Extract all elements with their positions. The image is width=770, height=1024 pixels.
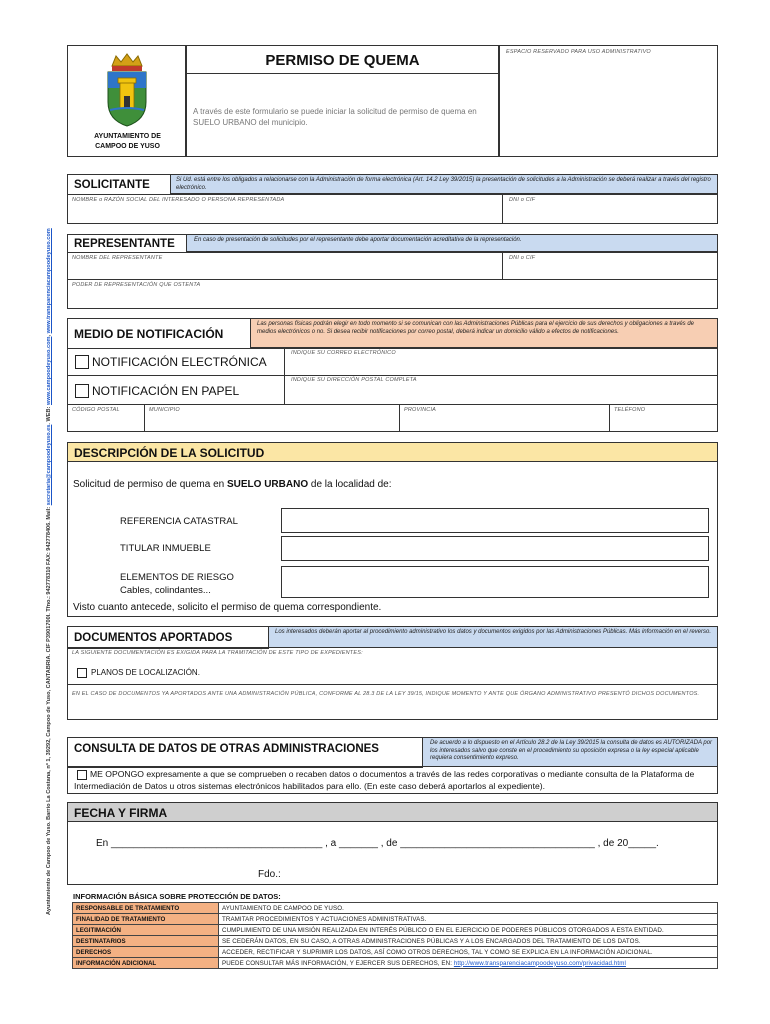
solicitante-dni-label: DNI o CIF <box>509 197 536 203</box>
ref-catastral-label: REFERENCIA CATASTRAL <box>120 516 238 527</box>
solicitante-note: Si Ud. está entre los obligados a relacionarse con la Administración de forma electrónica (Art. 14.2 Ley 39/2015) la presentación de solicitudes a la Administración se deberá realizar a través del registro electrónico. <box>176 177 711 191</box>
municipality-line1: AYUNTAMIENTO DE <box>94 133 161 140</box>
postal-code-field[interactable] <box>67 404 145 432</box>
notificacion-papel-row <box>67 375 718 405</box>
solicitante-header <box>67 174 718 194</box>
firma-body <box>67 821 718 885</box>
descripcion-intro-bold: SUELO URBANO <box>226 479 309 490</box>
descripcion-closing: Visto cuanto antecede, solicito el permiso de quema correspondiente. <box>73 602 382 613</box>
email-label: INDIQUE SU CORREO ELECTRÓNICO <box>291 350 396 356</box>
provincia-label: PROVINCIA <box>404 407 437 413</box>
municipio-field[interactable] <box>144 404 400 432</box>
descripcion-intro-pre: Solicitud de permiso de quema en <box>73 479 227 490</box>
descripcion-title: DESCRIPCIÓN DE LA SOLICITUD <box>74 446 265 460</box>
destinatarios-value: SE CEDERÁN DATOS, EN SU CASO, A OTRAS ADMINISTRACIONES PÚBLICAS Y A LOS ENCARGADOS DEL TRATAMIENTO DE LOS DATOS. <box>219 936 718 947</box>
sidebar-web-label: . WEB: <box>46 405 52 425</box>
derechos-value: ACCEDER, RECTIFICAR Y SUPRIMIR LOS DATOS, ASÍ COMO OTROS DERECHOS, TAL Y COMO SE EXPLICA EN LA INFORMACIÓN ADICIONAL. <box>219 947 718 958</box>
descripcion-header <box>67 442 718 462</box>
table-row <box>73 925 718 936</box>
solicitante-name-field[interactable] <box>67 194 503 224</box>
privacy-link[interactable]: http://www.transparenciacampoodeyuso.com/privacidad.html <box>453 959 626 967</box>
firma-date-line[interactable]: En ______________________________________ , a _______ , de ___________________________________ , de 20_____. <box>96 838 659 849</box>
riesgo-input[interactable] <box>281 566 709 598</box>
consulta-header <box>67 737 718 767</box>
notificacion-electronica-row <box>67 348 718 376</box>
table-row <box>73 903 718 914</box>
table-row <box>73 958 718 969</box>
header-intro: A través de este formulario se puede iniciar la solicitud de permiso de quema en SUELO URBANO del municipio. <box>193 107 477 127</box>
titular-input[interactable] <box>281 536 709 561</box>
finalidad-value: TRAMITAR PROCEDIMIENTOS Y ACTUACIONES ADMINISTRATIVAS. <box>219 914 718 925</box>
notificacion-title: MEDIO DE NOTIFICACIÓN <box>67 318 251 349</box>
responsable-key: RESPONSABLE DE TRATAMIENTO <box>73 903 219 914</box>
table-row <box>73 936 718 947</box>
solicitante-title: SOLICITANTE <box>67 174 171 195</box>
derechos-key: DERECHOS <box>73 947 219 958</box>
municipality-line2: CAMPOO DE YUSO <box>95 143 160 150</box>
planos-checkbox[interactable] <box>77 668 87 678</box>
sidebar-web-link[interactable]: www.campoodeyuso.com <box>46 336 52 406</box>
titular-label: TITULAR INMUEBLE <box>120 543 211 554</box>
oppose-text: ME OPONGO expresamente a que se comprueben o recaben datos o documentos a través de las redes corporativas o mediante consulta de la Plataforma de Intermediación de Datos u otros sistemas electrónicos habilitados para ello. (En este caso deberá aportarlos al expediente). <box>74 769 695 791</box>
solicitante-name-label: NOMBRE o RAZÓN SOCIAL DEL INTERESADO O PERSONA REPRESENTADA <box>72 197 285 203</box>
documentos-title: DOCUMENTOS APORTADOS <box>67 626 269 649</box>
sidebar-mail-link[interactable]: secretaria@campoodeyuso.es <box>46 424 52 506</box>
consulta-title: CONSULTA DE DATOS DE OTRAS ADMINISTRACIONES <box>67 737 423 768</box>
telefono-label: TELÉFONO <box>614 407 646 413</box>
documentos-previous-box[interactable] <box>67 684 718 720</box>
email-field[interactable] <box>284 348 719 376</box>
notificacion-note: Las personas físicas podrán elegir en todo momento si se comunican con las Administraciones Públicas para el ejercicio de sus derechos y obligaciones a través de medios electrónicos o no. Si desea recibir notificaciones por correo postal, deberá indicar un domicilio válido a efectos de notificaciones. <box>257 321 695 335</box>
sidebar-contact <box>46 115 58 915</box>
firma-title: FECHA Y FIRMA <box>74 806 168 820</box>
info-adicional-key: INFORMACIÓN ADICIONAL <box>73 958 219 969</box>
table-row <box>73 914 718 925</box>
representante-dni-field[interactable] <box>502 252 718 280</box>
header-logo-box <box>67 45 186 157</box>
firma-header <box>67 802 718 822</box>
riesgo-label: ELEMENTOS DE RIESGO <box>120 572 234 583</box>
representante-dni-label: DNI o CIF <box>509 255 536 261</box>
header-title-box <box>186 45 499 157</box>
representante-header <box>67 234 718 252</box>
notificacion-electronica-checkbox[interactable] <box>75 355 89 369</box>
table-row <box>73 947 718 958</box>
descripcion-body <box>67 461 718 617</box>
proteccion-table <box>72 902 718 969</box>
coat-of-arms-icon <box>104 52 150 128</box>
notificacion-header <box>67 318 718 348</box>
destinatarios-key: DESTINATARIOS <box>73 936 219 947</box>
representante-title: REPRESENTANTE <box>67 234 187 253</box>
riesgo-label-group <box>120 571 234 597</box>
documentos-required-box <box>67 647 718 685</box>
firma-fdo: Fdo.: <box>258 869 281 880</box>
documentos-header <box>67 626 718 648</box>
representante-power-label: PODER DE REPRESENTACIÓN QUE OSTENTA <box>72 282 201 288</box>
representante-power-field[interactable] <box>67 279 718 309</box>
planos-label: PLANOS DE LOCALIZACIÓN. <box>91 668 200 677</box>
proteccion-heading: INFORMACIÓN BÁSICA SOBRE PROTECCIÓN DE DATOS: <box>73 892 281 901</box>
sidebar-sep: , <box>46 333 52 337</box>
consulta-note: De acuerdo a lo dispuesto en el Artículo 28.2 de la Ley 39/2015 la consulta de datos es AUTORIZADA por los interesados salvo que conste en el procedimiento su oposición expresa o la ley especial aplicable requiera consentimiento expreso. <box>430 740 713 761</box>
address-field[interactable] <box>284 375 719 405</box>
postal-code-label: CÓDIGO POSTAL <box>72 407 120 413</box>
page-title: PERMISO DE QUEMA <box>187 46 498 74</box>
admin-reserved-box <box>499 45 718 157</box>
notificacion-papel-label: NOTIFICACIÓN EN PAPEL <box>92 384 240 398</box>
notificacion-papel-checkbox[interactable] <box>75 384 89 398</box>
admin-reserved-label: ESPACIO RESERVADO PARA USO ADMINISTRATIVO <box>506 49 651 55</box>
solicitante-dni-field[interactable] <box>502 194 718 224</box>
responsable-value: AYUNTAMIENTO DE CAMPOO DE YUSO. <box>219 903 718 914</box>
documentos-required-label: LA SIGUIENTE DOCUMENTACIÓN ES EXIGIDA PARA LA TRAMITACIÓN DE ESTE TIPO DE EXPEDIENTES: <box>72 650 363 656</box>
finalidad-key: FINALIDAD DE TRATAMIENTO <box>73 914 219 925</box>
sidebar-transparency-link[interactable]: www.transparenciacampoodeyuso.com <box>46 228 52 334</box>
legitimacion-key: LEGITIMACIÓN <box>73 925 219 936</box>
documentos-note: Los interesados deberán aportar al procedimiento administrativo los datos y documentos exigidos por las Administraciones Públicas. Más información en el reverso. <box>275 629 711 635</box>
ref-catastral-input[interactable] <box>281 508 709 533</box>
representante-note: En caso de presentación de solicitudes por el representante debe aportar documentación acreditativa de la representación. <box>194 237 522 243</box>
representante-name-label: NOMBRE DEL REPRESENTANTE <box>72 255 163 261</box>
info-adicional-value <box>219 958 718 969</box>
consulta-body <box>67 766 718 794</box>
descripcion-intro <box>73 479 392 490</box>
notificacion-electronica-label: NOTIFICACIÓN ELECTRÓNICA <box>92 355 267 369</box>
representante-name-field[interactable] <box>67 252 503 280</box>
telefono-field[interactable] <box>609 404 718 432</box>
legitimacion-value: CUMPLIMIENTO DE UNA MISIÓN REALIZADA EN INTERÉS PÚBLICO O EN EL EJERCICIO DE PODERES PÚBLICOS OTORGADOS A ESTA ENTIDAD. <box>219 925 718 936</box>
documentos-previous-label: EN EL CASO DE DOCUMENTOS YA APORTADOS ANTE UNA ADMINISTRACIÓN PÚBLICA, CONFORME AL 28.3 DE LA LEY 39/15, INDIQUE MOMENTO Y ANTE QUE ÓRGANO ADMINISTRATIVO PRESENTÓ DICHOS DOCUMENTOS. <box>72 691 700 697</box>
descripcion-intro-post: de la localidad de: <box>308 479 392 490</box>
sidebar-address: Ayuntamiento de Campoo de Yuso. Barrio La Costana, nº 1, 39292, Campoo de Yuso, CANTABRIA. CIF P3901700I. Tfno.: 942778310 FAX: 942778406. Mail: <box>46 505 52 915</box>
address-label: INDIQUE SU DIRECCIÓN POSTAL COMPLETA <box>291 377 417 383</box>
info-adicional-text: PUEDE CONSULTAR MÁS INFORMACIÓN, Y EJERCER SUS DERECHOS, EN: <box>222 959 454 967</box>
riesgo-sublabel: Cables, colindantes... <box>120 585 211 596</box>
municipio-label: MUNICIPIO <box>149 407 180 413</box>
provincia-field[interactable] <box>399 404 610 432</box>
